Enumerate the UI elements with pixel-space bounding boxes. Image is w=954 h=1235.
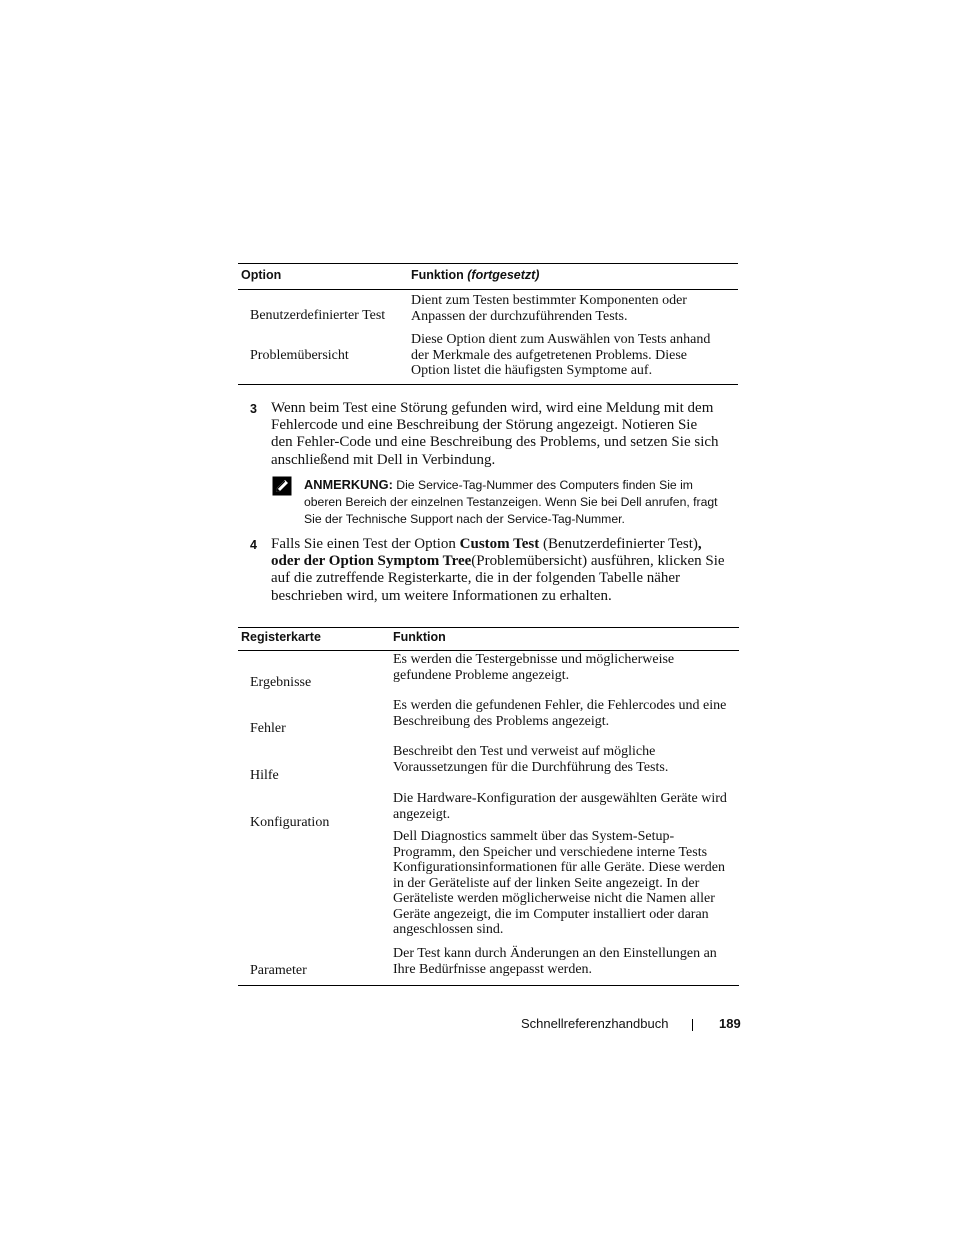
header-continued: (fortgesetzt) bbox=[467, 268, 540, 282]
tab-cell: Hilfe bbox=[250, 768, 279, 783]
tab-cell: Ergebnisse bbox=[250, 675, 312, 690]
step-text: Wenn beim Test eine Störung gefunden wird, wird eine Meldung mit dem Fehlercode und eine Beschreibung der Störung angezeigt. Notieren Sie den Fehler-Code und eine Beschreibung des Problems, und setzen Sie sich anschließend mit Dell in Verbindung. bbox=[271, 400, 719, 468]
funktion-cell: Es werden die gefundenen Fehler, die Fehlercodes und eine Beschreibung des Problems angezeigt. bbox=[393, 698, 727, 729]
funktion-cell: Die Hardware-Konfiguration der ausgewählten Geräte wird angezeigt. bbox=[393, 791, 727, 822]
footer-separator bbox=[692, 1019, 693, 1031]
table-header bbox=[238, 627, 739, 651]
table-bottom-rule bbox=[238, 384, 738, 385]
option-cell: Benutzerdefinierter Test bbox=[250, 308, 386, 323]
option-cell: Problemübersicht bbox=[250, 348, 349, 363]
table-row bbox=[238, 290, 738, 330]
header-funktion: Funktion (fortgesetzt) bbox=[411, 268, 540, 282]
custom-test-term: Custom Test bbox=[459, 536, 540, 552]
symptom-tree-term: oder der Option Symptom Tree bbox=[271, 553, 472, 570]
step-number: 3 bbox=[250, 402, 257, 416]
tab-cell: Konfiguration bbox=[250, 815, 330, 830]
funktion-cell: Beschreibt den Test und verweist auf mögliche Voraussetzungen für die Durchführung des Tests. bbox=[393, 744, 669, 775]
footer-title: Schnellreferenzhandbuch bbox=[521, 1016, 669, 1031]
page-number: 189 bbox=[719, 1016, 741, 1031]
note-text: ANMERKUNG: Die Service-Tag-Nummer des Computers finden Sie im oberen Bereich der einzelnen Testanzeigen. Wenn Sie bei Dell anrufen, fragt Sie der Technische Support nach der Service-Tag-Nummer. bbox=[304, 477, 718, 526]
header-option: Option bbox=[241, 268, 282, 282]
note-pencil-icon bbox=[272, 476, 292, 496]
page-footer bbox=[0, 1016, 954, 1036]
table-options bbox=[238, 263, 738, 387]
funktion-cell: Diese Option dient zum Auswählen von Tests anhand der Merkmale des aufgetretenen Problems. Diese Option listet die häufigsten Symptome auf. bbox=[411, 332, 711, 378]
funktion-cell-detail: Dell Diagnostics sammelt über das System-Setup- Programm, den Speicher und verschiedene interne Tests Konfigurationsinformationen für alle Geräte. Diese werden in der Geräteliste auf der linken Seite angezeigt. In der Geräteliste werden möglicherweise nicht die Namen aller Geräte angezeigt, die im Computer installiert oder daran angeschlossen sind. bbox=[393, 829, 725, 937]
header-funktion: Funktion bbox=[393, 630, 446, 644]
step-number: 4 bbox=[250, 538, 257, 552]
step-text: Falls Sie einen Test der Option Custom Test (Benutzerdefinierter Test), oder der Option Symptom Tree(Problemübersicht) ausführen, klicken Sie auf die zutreffende Registerkarte, die in der folgenden Tabelle näher beschrieben wird, um weitere Informationen zu erhalten. bbox=[271, 536, 725, 604]
header-registerkarte: Registerkarte bbox=[241, 630, 321, 644]
table-tabs bbox=[238, 627, 739, 987]
tab-cell: Fehler bbox=[250, 721, 286, 736]
table-row bbox=[238, 330, 738, 387]
note-label: ANMERKUNG: bbox=[304, 477, 393, 492]
table-header bbox=[238, 263, 738, 290]
tab-cell: Parameter bbox=[250, 963, 307, 978]
funktion-cell: Dient zum Testen bestimmter Komponenten oder Anpassen der durchzuführenden Tests. bbox=[411, 293, 687, 324]
table-bottom-rule bbox=[238, 985, 739, 986]
funktion-cell: Der Test kann durch Änderungen an den Einstellungen an Ihre Bedürfnisse angepasst werden. bbox=[393, 946, 717, 977]
funktion-cell: Es werden die Testergebnisse und möglicherweise gefundene Probleme angezeigt. bbox=[393, 652, 675, 683]
